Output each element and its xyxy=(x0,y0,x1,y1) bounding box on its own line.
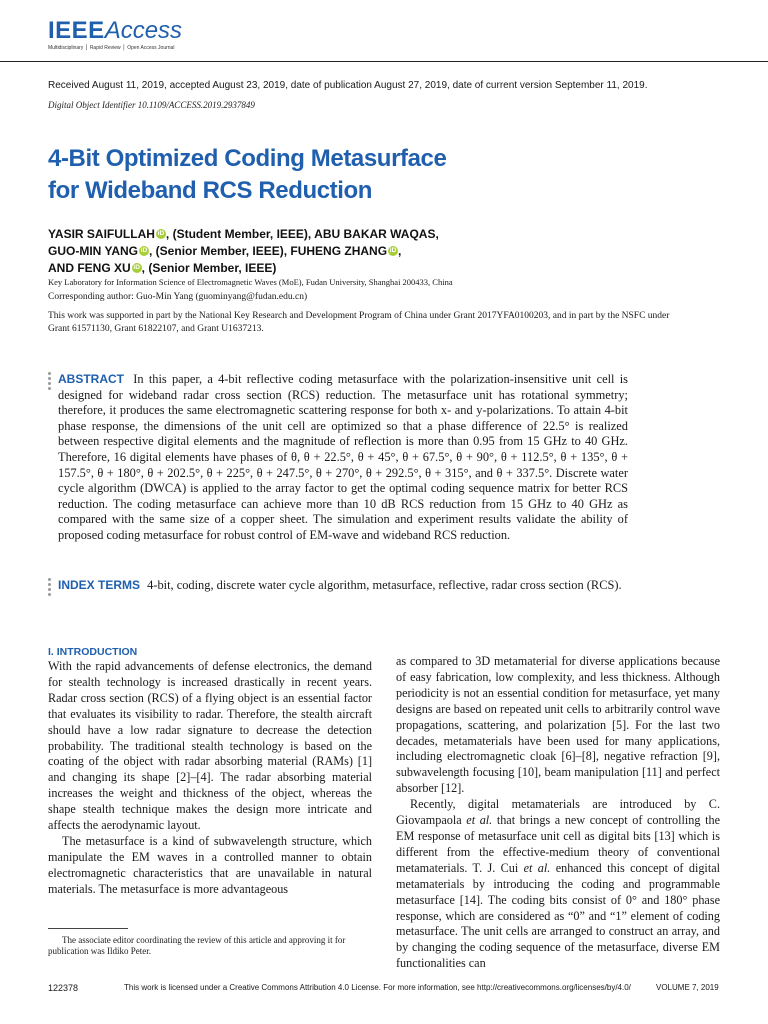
logo-tagline: Multidisciplinary ⎪ Rapid Review ⎪ Open Access Journal xyxy=(48,45,175,51)
header-rule xyxy=(0,61,768,62)
author-role: , xyxy=(398,244,402,258)
footnote: The associate editor coordinating the review of this article and approving it for publication was Ildiko Peter. xyxy=(48,935,346,956)
author-name: AND FENG XU xyxy=(48,261,131,275)
left-column xyxy=(48,645,372,898)
logo-access: Access xyxy=(104,17,183,44)
affiliation: Key Laboratory for Information Science of Electromagnetic Waves (MoE), Fudan University, Shanghai 200433, China xyxy=(48,277,453,287)
logo-wordmark xyxy=(48,18,182,44)
author-line-1 xyxy=(48,226,728,243)
abstract xyxy=(58,372,628,544)
orcid-icon[interactable]: iD xyxy=(133,264,140,271)
journal-logo xyxy=(48,18,182,51)
right-column xyxy=(396,654,720,972)
volume-info: VOLUME 7, 2019 xyxy=(656,983,719,992)
orcid-icon[interactable]: iD xyxy=(389,247,397,254)
orcid-icon[interactable]: iD xyxy=(157,230,165,237)
corresponding-author: Corresponding author: Guo-Min Yang (guominyang@fudan.edu.cn) xyxy=(48,292,308,302)
paper-title xyxy=(48,143,688,207)
author-role: , (Senior Member, IEEE) xyxy=(141,261,277,275)
author-name: GUO-MIN YANG xyxy=(48,244,139,258)
author-role: , (Senior Member, IEEE), FUHENG ZHANG xyxy=(149,244,388,258)
author-role: , (Student Member, IEEE), ABU BAKAR WAQAS, xyxy=(165,227,439,241)
index-terms-label: INDEX TERMS xyxy=(58,578,141,592)
page-number: 122378 xyxy=(48,983,79,993)
title-line-2: for Wideband RCS Reduction xyxy=(48,177,373,204)
index-terms-dots-icon xyxy=(48,578,52,598)
footnote-rule xyxy=(48,928,128,929)
license-note: This work is licensed under a Creative Commons Attribution 4.0 License. For more information, see http://creativecommons.org/licenses/by/4.0/ xyxy=(124,983,631,992)
author-line-3 xyxy=(48,260,728,277)
orcid-icon[interactable]: iD xyxy=(140,247,148,254)
intro-paragraph-1: With the rapid advancements of defense electronics, the demand for stealth technology is increased drastically in recent years. Radar cross section (RCS) of a flying object is an essential factor that evaluates its visibility to radar. Therefore, the stealth aircraft should have a low radar signature to decrease the detection probability. The traditional stealth technology is based on the coating of the object with radar absorbing material (RAMs) [1] and changing its shape [2]–[4]. The radar absorbing material increases the weight and thickness of the object, whereas the shape stealth technique makes the design more intricate and affects the aerodynamic layout. xyxy=(48,659,372,833)
abstract-text: In this paper, a 4-bit reflective coding metasurface with the polarization-insensitive unit cell is designed for wideband radar cross section (RCS) reduction. The metasurface unit has rotational symmetry; therefore, it produces the same electromagnetic scattering response for both x- and y-polarizations. To attain 4-bit phase response, the dimensions of the unit cell are optimized so that a phase difference of 22.5° is realized between respective digital elements and the magnitude of reflection is more than 0.95 from 15 GHz to 40 GHz. Therefore, 16 digital elements have phases of θ, θ + 22.5°, θ + 45°, θ + 67.5°, θ + 90°, θ + 112.5°, θ + 135°, θ + 157.5°, θ + 180°, θ + 202.5°, θ + 225°, θ + 247.5°, θ + 270°, θ + 292.5°, θ + 315°, and θ + 337.5°. Discrete water cycle algorithm (DWCA) is applied to the array factor to get the optimal coding sequence matrix for better RCS reduction. The coding metasurface can achieve more than 10 dB RCS reduction from 15 GHz to 40 GHz as compared with the same size of a copper sheet. The simulation and experiment results validate the ability of proposed coding metasurface for robust control of EM-wave and wideband RCS reduction. xyxy=(58,372,629,542)
logo-ieee: IEEE xyxy=(48,17,105,44)
paragraph-text: Recently, digital metamaterials are introduced by C. Giovampaola xyxy=(396,797,720,828)
abstract-label: ABSTRACT xyxy=(58,372,124,386)
intro-paragraph-3: as compared to 3D metamaterial for diverse applications because of easy fabrication, low complexity, and less thickness. Although periodicity is not an essential condition for metasurface, yet many designs are based on repeated unit cells to arbitrarily control wave propagations, scattering, and polarization [5]. For the last two decades, metamaterials have been used for many applications, including electromagnetic cloak [6]–[8], negative refraction [9], subwavelength focusing [10], beam manipulation [11] and perfect absorber [12]. xyxy=(396,654,720,796)
paragraph-text: enhanced this concept of digital metamaterials by introducing the coding and programmable metasurface [14]. The coding bits consist of 0° and 180° phase response, which are considered as “0” and “1” element of coding metasurface. The unit cells are arranged to construct an array, and by changing the coding sequence of the metasurface, diverse EM functionalities can xyxy=(396,860,720,971)
intro-paragraph-2: The metasurface is a kind of subwavelength structure, which manipulate the EM waves in a controlled manner to obtain electromagnetic characteristics that are unavailable in natural materials. The metasurface is more advantageous xyxy=(48,833,372,896)
funding-note: This work was supported in part by the National Key Research and Development Program of China under Grant 2017YFA0100203, and in part by the NSFC under Grant 61571130, Grant 61822107, and Grant U1637213. xyxy=(48,311,670,334)
publication-dates: Received August 11, 2019, accepted August 23, 2019, date of publication August 27, 2019, date of current version September 11, 2019. xyxy=(48,80,648,91)
author-list xyxy=(48,226,728,277)
et-al: et al. xyxy=(523,860,551,875)
author-name: YASIR SAIFULLAH xyxy=(48,227,155,241)
author-line-2 xyxy=(48,243,728,260)
intro-paragraph-4 xyxy=(396,797,720,972)
index-terms xyxy=(58,578,628,594)
et-al: et al. xyxy=(466,813,493,828)
abstract-dots-icon xyxy=(48,372,52,392)
index-terms-text: 4-bit, coding, discrete water cycle algorithm, metasurface, reflective, radar cross section (RCS). xyxy=(147,578,622,592)
doi: Digital Object Identifier 10.1109/ACCESS.2019.2937849 xyxy=(48,100,255,110)
title-line-1: 4-Bit Optimized Coding Metasurface xyxy=(48,145,447,172)
section-heading: I. INTRODUCTION xyxy=(48,646,138,658)
paragraph-text: that brings a new concept of controlling the EM response of metasurface unit cell as digital bits [13] which is different from the effective-medium theory of conventional metamaterials. T. J. Cui xyxy=(396,813,720,875)
